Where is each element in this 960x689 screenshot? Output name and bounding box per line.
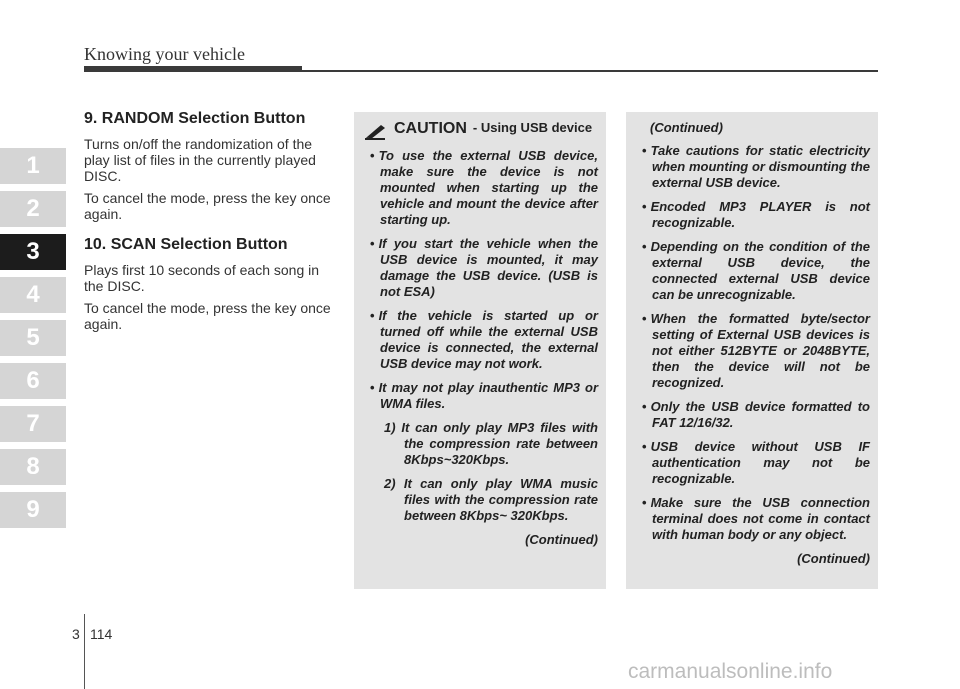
paragraph: Plays first 10 seconds of each song in the DISC.: [84, 262, 320, 294]
caution-subtitle: - Using USB device: [472, 120, 593, 135]
list-item: • USB device without USB IF authentication may not be recognizable.: [642, 439, 870, 486]
chapter-tabs: [0, 148, 66, 535]
list-item: • It may not play inauthentic MP3 or WMA files.: [370, 380, 598, 411]
continued-label: (Continued): [525, 532, 598, 547]
list-item: • Depending on the condition of the external USB device, the connected external USB device can be unrecognizable.: [642, 239, 870, 302]
numbered-item: 1) It can only play MP3 files with the compression rate between 8Kbps~320Kbps.: [384, 420, 598, 467]
paragraph: To cancel the mode, press the key once again.: [84, 300, 331, 332]
page-header-title: Knowing your vehicle: [84, 44, 245, 64]
list-item: • Only the USB device formatted to FAT 12/16/32.: [642, 399, 870, 430]
list-item: • When the formatted byte/sector setting of External USB devices is not either 512BYTE or 2048BYTE, then the device will not be recognized.: [642, 311, 870, 390]
chapter-tab-7[interactable]: 7: [0, 406, 66, 442]
section-heading: 9. RANDOM Selection Button: [84, 110, 306, 127]
caution-list: [364, 148, 598, 412]
scan-section: [84, 236, 338, 332]
list-item: • If the vehicle is started up or turned off while the external USB device is connected, the external USB device may not work.: [370, 308, 598, 371]
numbered-item: 2) It can only play WMA music files with the compression rate between 8Kbps~ 320Kbps.: [384, 476, 598, 523]
pencil-caution-icon: [364, 122, 390, 140]
list-item: • To use the external USB device, make sure the device is not mounted when starting up the vehicle and mount the device after starting up.: [370, 148, 598, 227]
chapter-tab-4[interactable]: 4: [0, 277, 66, 313]
caution-title: CAUTION: [394, 120, 467, 137]
caution-box-usb: [354, 112, 606, 589]
header-rule-thin: [302, 70, 878, 72]
chapter-tab-6[interactable]: 6: [0, 363, 66, 399]
watermark-text: carmanualsonline.info: [628, 660, 833, 683]
footer-divider: [84, 614, 85, 689]
paragraph: Turns on/off the randomization of the play list of files in the currently played DISC.: [84, 136, 316, 184]
continued-label-top: (Continued): [650, 120, 723, 135]
main-text-column: [84, 110, 338, 346]
continued-label: (Continued): [797, 551, 870, 566]
caution-box-usb-continued: [626, 112, 878, 589]
list-item: • Encoded MP3 PLAYER is not recognizable.: [642, 199, 870, 230]
caution-header: [364, 120, 598, 140]
header-rule-thick: [84, 66, 302, 72]
footer-chapter-number: 3: [72, 626, 80, 642]
list-item: • Take cautions for static electricity when mounting or dismounting the external USB device.: [642, 143, 870, 190]
footer-page-number: 114: [90, 626, 113, 642]
chapter-tab-3[interactable]: 3: [0, 234, 66, 270]
chapter-tab-5[interactable]: 5: [0, 320, 66, 356]
chapter-tab-8[interactable]: 8: [0, 449, 66, 485]
section-heading: 10. SCAN Selection Button: [84, 236, 288, 253]
random-section: [84, 110, 338, 222]
list-item: • Make sure the USB connection terminal does not come in contact with human body or any object.: [642, 495, 870, 542]
caution-list: [636, 143, 870, 543]
paragraph: To cancel the mode, press the key once again.: [84, 190, 331, 222]
chapter-tab-1[interactable]: 1: [0, 148, 66, 184]
chapter-tab-2[interactable]: 2: [0, 191, 66, 227]
list-item: • If you start the vehicle when the USB device is mounted, it may damage the USB device. (USB is not ESA): [370, 236, 598, 299]
chapter-tab-9[interactable]: 9: [0, 492, 66, 528]
